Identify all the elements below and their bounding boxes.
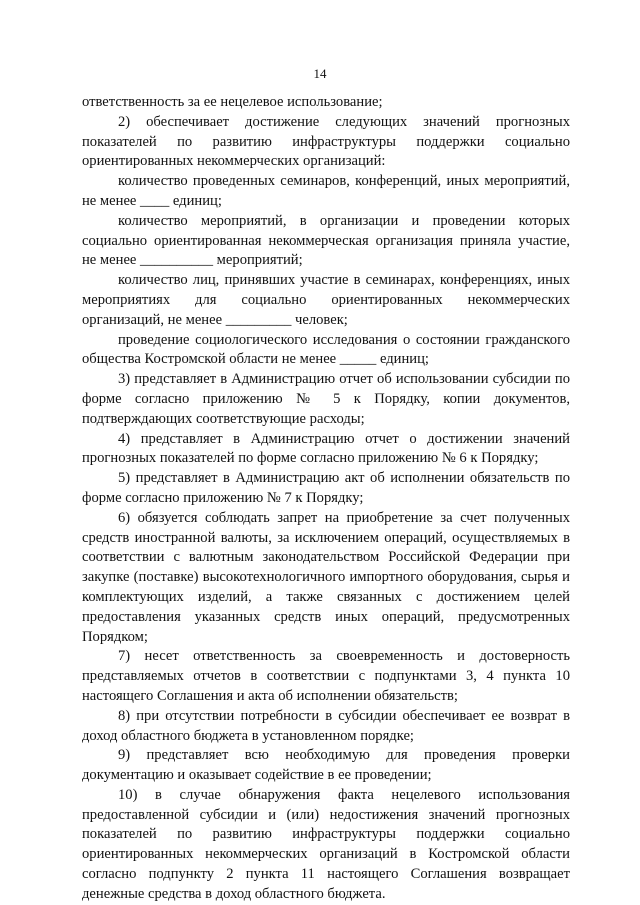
paragraph: ответственность за ее нецелевое использование;: [82, 94, 383, 110]
paragraph: 3) представляет в Администрацию отчет об использовании субсидии по форме согласно приложению № 5 к Порядку, копии документов, подтверждающих соответствующие расходы;: [82, 371, 570, 427]
paragraph: 7) несет ответственность за своевременность и достоверность представляемых отчетов в соответствии с подпунктами 3, 4 пункта 10 настоящего Соглашения и акта об исполнении обязательств;: [82, 648, 570, 704]
page-number: 14: [313, 66, 327, 81]
paragraph: проведение социологического исследования о состоянии гражданского общества Костромской области не менее _____ единиц;: [82, 331, 570, 368]
paragraph: количество мероприятий, в организации и проведении которых социально ориентированная некоммерческая организация приняла участие, не менее __________ мероприятий;: [82, 212, 570, 269]
paragraph: 10) в случае обнаружения факта нецелевого использования предоставленной субсидии и (или) недостижения значений прогнозных показателей по развитию инфраструктуры поддержки социально ориентированных некоммерческих организаций в Костромской области согласно подпункту 2 пункта 11 настоящего Соглашения возвращает денежные средства в доход областного бюджета.: [82, 786, 570, 902]
paragraph: 8) при отсутствии потребности в субсидии обеспечивает ее возврат в доход областного бюджета в установленном порядке;: [82, 707, 570, 744]
paragraph: количество лиц, принявших участие в семинарах, конференциях, иных мероприятиях для социально ориентированных некоммерческих организаций, не менее _________ человек;: [82, 272, 570, 328]
paragraph: количество проведенных семинаров, конференций, иных мероприятий, не менее ____ единиц;: [82, 173, 570, 209]
paragraph: 6) обязуется соблюдать запрет на приобретение за счет полученных средств иностранной валюты, за исключением операций, осуществляемых в соответствии с валютным законодательством Российской Федерации при закупке (поставке) высокотехнологичного импортного оборудования, сырья и комплектующих изделий, а также связанных с достижением целей предоставления указанных средств иных операций, предусмотренных Порядком;: [82, 509, 570, 645]
paragraph: 5) представляет в Администрацию акт об исполнении обязательств по форме согласно приложению № 7 к Порядку;: [82, 470, 570, 506]
paragraph: 2) обеспечивает достижение следующих значений прогнозных показателей по развитию инфраструктуры поддержки социально ориентированных некоммерческих организаций:: [82, 113, 570, 170]
document-body: [82, 93, 570, 905]
paragraph: 9) представляет всю необходимую для проведения проверки документацию и оказывает содействие в ее проведении;: [82, 747, 570, 784]
paragraph: 4) представляет в Администрацию отчет о достижении значений прогнозных показателей по форме согласно приложению № 6 к Порядку;: [82, 430, 570, 467]
